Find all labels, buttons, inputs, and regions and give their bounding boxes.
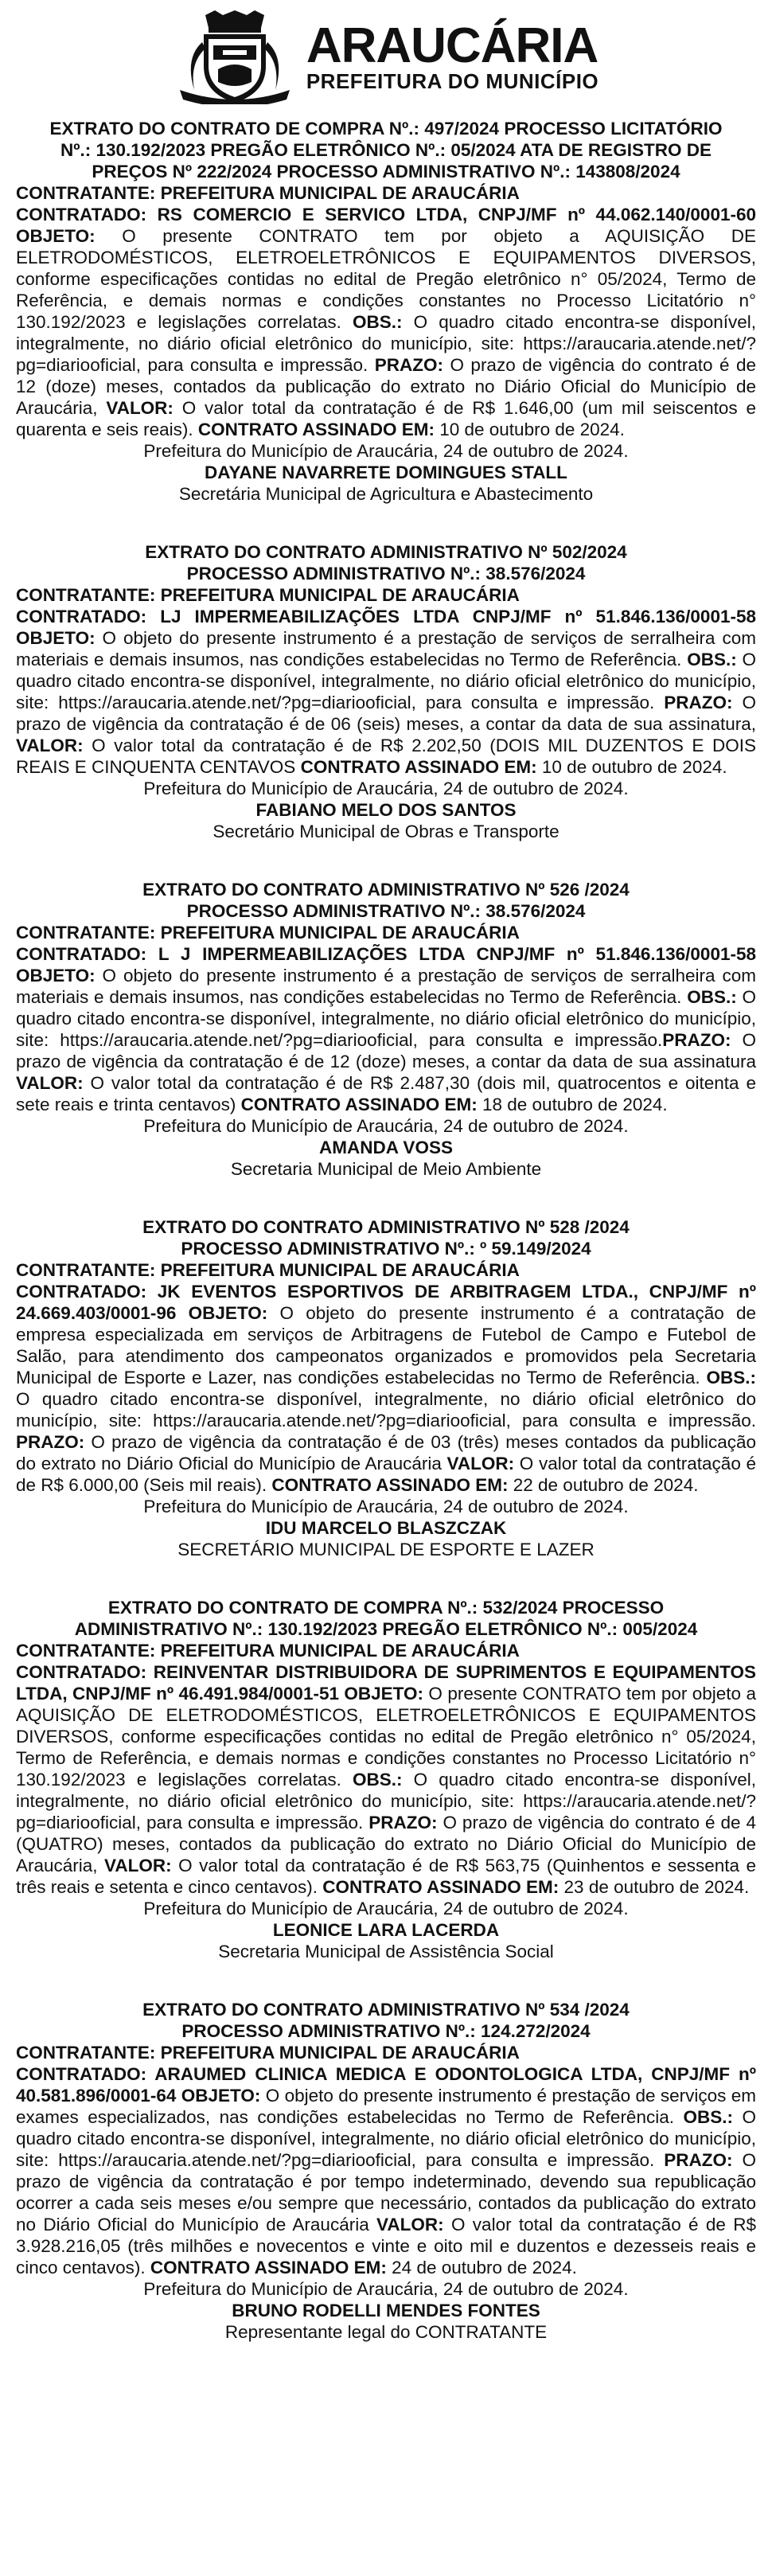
objeto-text: O objeto do presente instrumento é a prestação de serviços de serralheira com materiais e demais insumos, nas condições estabelecidas no Termo de Referência. [16,628,756,669]
assinado-text: 10 de outubro de 2024. [434,420,625,439]
obs-label: OBS.: [341,312,403,332]
extract-body [16,943,756,1115]
obs-text: O quadro citado encontra-se disponível, integralmente, no diário oficial eletrônico do município, site: https://araucaria.atende.net/?pg=diariooficial, para consulta e impressão. [16,1389,756,1430]
assinado-label: CONTRATO ASSINADO EM: [267,1475,509,1495]
contratante-line: CONTRATANTE: PREFEITURA MUNICIPAL DE ARAUCÁRIA [16,1641,520,1661]
obs-label: OBS.: [673,2107,733,2127]
assinado-text: 22 de outubro de 2024. [508,1475,699,1495]
contratante-line: CONTRATANTE: PREFEITURA MUNICIPAL DE ARAUCÁRIA [16,2043,520,2063]
prazo-text: O prazo de vigência do contrato é de 12 (doze) meses, contados da publicação do extrato no Diário Oficial do Município de Araucária, [16,355,756,418]
brand-name: ARAUCÁRIA [306,18,598,73]
assinado-label: CONTRATO ASSINADO EM: [317,1877,560,1897]
obs-text: O quadro citado encontra-se disponível, integralmente, no diário oficial eletrônico do município, site: https://araucaria.atende.net/?pg=diariooficial, para consulta e impressão. [16,987,756,1050]
valor-text: O valor total da contratação é de R$ 1.646,00 (um mil seiscentos e quarenta e seis reais). [16,398,757,439]
place-date-line: Prefeitura do Município de Araucária, 24 de outubro de 2024. [143,779,629,798]
valor-text: O valor total da contratação é de R$ 563,75 (Quinhentos e sessenta e três reais e setenta e cinco centavos). [16,1856,756,1897]
document-page [16,0,756,2343]
obs-text: O quadro citado encontra-se disponível, integralmente, no diário oficial eletrônico do município, site: https://araucaria.atende.net/?pg=diariooficial, para consulta e impressão. [16,312,756,375]
extract-title-line: PROCESSO ADMINISTRATIVO Nº.: º 59.149/2024 [181,1239,591,1259]
contratante-line: CONTRATANTE: PREFEITURA MUNICIPAL DE ARAUCÁRIA [16,183,520,203]
prazo-text: O prazo de vigência do contrato é de 4 (QUATRO) meses, contados da publicação do extrato no Diário Oficial do Município de Araucária, [16,1813,756,1875]
signer-role: Secretaria Municipal de Meio Ambiente [230,1159,542,1179]
obs-text: O quadro citado encontra-se disponível, integralmente, no diário oficial eletrônico do município, site: https://araucaria.atende.net/?pg=diariooficial, para consulta e impressão. [16,650,756,712]
extract-title-line: PREÇOS Nº 222/2024 PROCESSO ADMINISTRATIVO Nº.: 143808/2024 [92,162,680,181]
objeto-text: O objeto do presente instrumento é a contratação de empresa especializada em serviços de Arbitragens de Futebol de Campo e Futebol de Salão, para atendimento dos campeonatos organizados e promovidos pela Secretaria Municipal de Esporte e Lazer, nas condições estabelecidas no Termo de Referência. [16,1303,756,1388]
obs-label: OBS.: [681,987,737,1007]
extract-body [16,1281,756,1496]
signer-name: AMANDA VOSS [319,1138,453,1157]
extract-body [16,606,756,778]
extract-title-line: EXTRATO DO CONTRATO ADMINISTRATIVO Nº 528 /2024 [142,1217,630,1237]
signer-role: SECRETÁRIO MUNICIPAL DE ESPORTE E LAZER [177,1540,595,1559]
assinado-label: CONTRATO ASSINADO EM: [145,2258,387,2277]
extract-body [16,1661,756,1898]
signer-role: Secretária Municipal de Agricultura e Abastecimento [178,484,594,504]
prazo-label: PRAZO: [654,693,733,712]
prazo-label: PRAZO: [662,1030,731,1050]
obs-label: OBS.: [341,1770,403,1790]
extract-title-line: EXTRATO DO CONTRATO ADMINISTRATIVO Nº 526 /2024 [142,880,630,900]
signer-role: Representante legal do CONTRATANTE [224,2322,548,2342]
signer-name: DAYANE NAVARRETE DOMINGUES STALL [205,463,567,482]
valor-text: O valor total da contratação é de R$ 3.928.216,05 (três milhões e novecentos e vinte e oito mil e duzentos e dezesseis reais e cinco centavos). [16,2215,757,2277]
contratado-label: CONTRATADO: ARAUMED CLINICA MEDICA E ODONTOLOGICA LTDA, CNPJ/MF nº 40.581.896/0001-64 OBJETO: [16,2064,756,2106]
extract-title-line: EXTRATO DO CONTRATO DE COMPRA Nº.: 497/2024 PROCESSO LICITATÓRIO [49,119,723,139]
assinado-label: CONTRATO ASSINADO EM: [295,757,537,777]
assinado-text: 23 de outubro de 2024. [559,1877,750,1897]
obs-label: OBS.: [681,650,737,669]
contratante-line: CONTRATANTE: PREFEITURA MUNICIPAL DE ARAUCÁRIA [16,585,520,605]
prazo-text: O prazo de vigência da contratação é de 03 (três) meses contados da publicação do extrato no Diário Oficial do Município de Araucária [16,1432,756,1473]
extract-title-line: EXTRATO DO CONTRATO ADMINISTRATIVO Nº 502/2024 [145,542,627,562]
prazo-label: PRAZO: [363,1813,438,1832]
contract-extract [16,879,756,1180]
objeto-text: O presente CONTRATO tem por objeto a AQUISIÇÃO DE ELETRODOMÉSTICOS, ELETROELETRÔNICOS E EQUIPAMENTOS DIVERSOS, conforme especificações contidas no edital de Pregão eletrônico n° 05/2024, Termo de Referência, e demais normas e condições constantes no Processo Licitatório n° 130.192/2023 e legislações correlatas. [16,1684,756,1790]
extract-title-line: EXTRATO DO CONTRATO ADMINISTRATIVO Nº 534 /2024 [142,2000,630,2020]
extract-body [16,204,756,440]
contratado-label: CONTRATADO: LJ IMPERMEABILIZAÇÕES LTDA CNPJ/MF nº 51.846.136/0001-58 OBJETO: [16,607,756,648]
valor-label: VALOR: [16,1073,84,1093]
signer-role: Secretaria Municipal de Assistência Social [218,1942,554,1961]
contract-extract [16,118,756,505]
place-date-line: Prefeitura do Município de Araucária, 24 de outubro de 2024. [143,441,629,461]
extract-title-line: Nº.: 130.192/2023 PREGÃO ELETRÔNICO Nº.: 05/2024 ATA DE REGISTRO DE [60,140,712,160]
contract-extract [16,541,756,842]
contract-extracts [16,118,756,2343]
prazo-text: O prazo de vigência da contratação é por tempo indeterminado, devendo sua republicação ocorrer a cada seis meses e/ou sempre que necessário, contados da publicação do extrato no Diário Oficial do Município de Araucária [16,2150,756,2234]
objeto-text: O presente CONTRATO tem por objeto a AQUISIÇÃO DE ELETRODOMÉSTICOS, ELETROELETRÔNICOS E EQUIPAMENTOS DIVERSOS, conforme especificações contidas no edital de Pregão eletrônico n° 05/2024, Termo de Referência, e demais normas e condições constantes no Processo Licitatório n° 130.192/2023 e legislações correlatas. [16,226,756,332]
extract-title-line: PROCESSO ADMINISTRATIVO Nº.: 38.576/2024 [186,901,586,921]
prazo-label: PRAZO: [654,2150,733,2170]
contratado-label: CONTRATADO: JK EVENTOS ESPORTIVOS DE ARBITRAGEM LTDA., CNPJ/MF nº 24.669.403/0001-96 OBJETO: [16,1282,756,1323]
assinado-text: 18 de outubro de 2024. [477,1095,668,1114]
contratado-label: CONTRATADO: REINVENTAR DISTRIBUIDORA DE SUPRIMENTOS E EQUIPAMENTOS LTDA, CNPJ/MF nº 46.491.984/0001-51 OBJETO: [16,1662,756,1704]
prazo-text: O prazo de vigência da contratação é de 06 (seis) meses, a contar da data de sua assinatura, [16,693,756,734]
valor-label: VALOR: [97,1856,172,1875]
contract-extract [16,1216,756,1560]
place-date-line: Prefeitura do Município de Araucária, 24 de outubro de 2024. [143,1116,629,1136]
prazo-text: O prazo de vigência da contratação é de 12 (doze) meses, a contar da data de sua assinatura [16,1030,756,1071]
valor-label: VALOR: [441,1454,515,1473]
valor-text: O valor total da contratação é de R$ 6.000,00 (Seis mil reais). [16,1454,757,1495]
brand-block [306,18,599,93]
valor-label: VALOR: [368,2215,444,2234]
obs-text: O quadro citado encontra-se disponível, integralmente, no diário oficial eletrônico do município, site: https://araucaria.atende.net/?pg=diariooficial, para consulta e impressão. [16,2107,756,2170]
prazo-label: PRAZO: [16,1432,85,1452]
municipal-coat-of-arms-icon [174,10,297,104]
brand-subtitle: PREFEITURA DO MUNICÍPIO [306,69,599,93]
contratante-line: CONTRATANTE: PREFEITURA MUNICIPAL DE ARAUCÁRIA [16,1260,520,1280]
contract-extract [16,1999,756,2343]
assinado-text: 24 de outubro de 2024. [386,2258,577,2277]
valor-text: O valor total da contratação é de R$ 2.202,50 (DOIS MIL DUZENTOS E DOIS REAIS E CINQUENTA CENTAVOS [16,736,756,777]
obs-text: O quadro citado encontra-se disponível, integralmente, no diário oficial eletrônico do município, site: https://araucaria.atende.net/?pg=diariooficial, para consulta e impressão. [16,1770,756,1832]
extract-title-line: EXTRATO DO CONTRATO DE COMPRA Nº.: 532/2024 PROCESSO [107,1598,665,1618]
signer-role: Secretário Municipal de Obras e Transporte [212,822,560,841]
valor-label: VALOR: [16,736,84,755]
signer-name: BRUNO RODELLI MENDES FONTES [232,2301,540,2320]
extract-body [16,2063,756,2278]
extract-title-line: PROCESSO ADMINISTRATIVO Nº.: 124.272/2024 [181,2021,591,2041]
signer-name: LEONICE LARA LACERDA [272,1920,500,1940]
place-date-line: Prefeitura do Município de Araucária, 24 de outubro de 2024. [143,1497,629,1516]
contratado-label: CONTRATADO: L J IMPERMEABILIZAÇÕES LTDA CNPJ/MF nº 51.846.136/0001-58 OBJETO: [16,944,756,986]
assinado-text: 10 de outubro de 2024. [536,757,727,777]
extract-title-line: ADMINISTRATIVO Nº.: 130.192/2023 PREGÃO ELETRÔNICO Nº.: 005/2024 [74,1619,698,1639]
prazo-label: PRAZO: [368,355,443,375]
valor-text: O valor total da contratação é de R$ 2.487,30 (dois mil, quatrocentos e oitenta e sete reais e trinta centavos) [16,1073,756,1114]
place-date-line: Prefeitura do Município de Araucária, 24 de outubro de 2024. [143,1899,629,1918]
place-date-line: Prefeitura do Município de Araucária, 24 de outubro de 2024. [143,2279,629,2299]
contratado-label: CONTRATADO: RS COMERCIO E SERVICO LTDA, CNPJ/MF nº 44.062.140/0001-60 OBJETO: [16,205,756,246]
extract-title-line: PROCESSO ADMINISTRATIVO Nº.: 38.576/2024 [186,564,586,584]
contract-extract [16,1597,756,1962]
signer-name: IDU MARCELO BLASZCZAK [265,1518,507,1538]
objeto-text: O objeto do presente instrumento é a prestação de serviços de serralheira com materiais e demais insumos, nas condições estabelecidas no Termo de Referência. [16,966,756,1007]
assinado-label: CONTRATO ASSINADO EM: [193,420,435,439]
masthead [16,5,756,110]
assinado-label: CONTRATO ASSINADO EM: [236,1095,478,1114]
objeto-text: O objeto do presente instrumento é prestação de serviços em exames especializados, nas condições estabelecidas no Termo de Referência. [16,2086,756,2127]
obs-label: OBS.: [700,1368,756,1388]
signer-name: FABIANO MELO DOS SANTOS [255,800,517,820]
valor-label: VALOR: [97,398,174,418]
contratante-line: CONTRATANTE: PREFEITURA MUNICIPAL DE ARAUCÁRIA [16,923,520,943]
